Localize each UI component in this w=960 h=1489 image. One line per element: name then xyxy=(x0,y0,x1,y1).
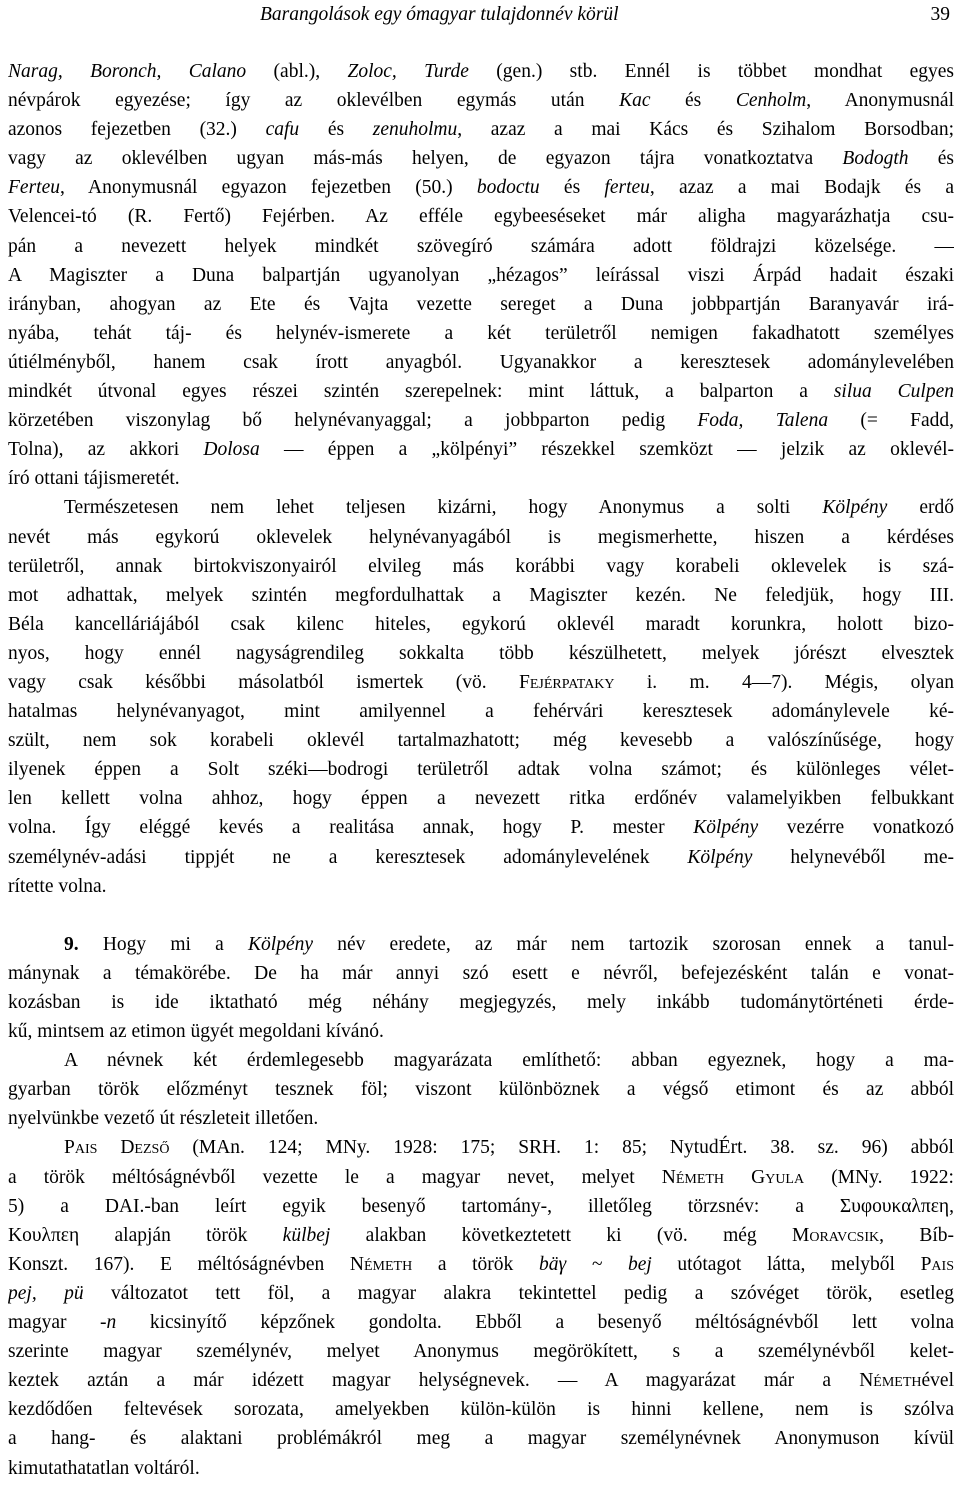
text-run: személynév-adási tippjét ne a keresztesek adománylevelének xyxy=(8,846,688,868)
text-line xyxy=(8,1133,954,1162)
text-line xyxy=(8,1250,954,1279)
running-title: Barangolások egy ómagyar tulajdonnév körül xyxy=(260,4,619,25)
text-line xyxy=(8,1192,954,1221)
text-line xyxy=(8,319,954,348)
text-line xyxy=(8,610,954,639)
text-run: vezérre vonatkozó xyxy=(758,817,954,839)
text-run: azonos fejezetben (32.) xyxy=(8,119,266,141)
text-run: mindkét útvonal egyes részei szintén szerepelnek: mint láttuk, a balparton a xyxy=(8,381,834,403)
italic-text: Kölpény xyxy=(822,497,888,519)
text-run: és xyxy=(908,148,954,170)
italic-text: Foda, Talena xyxy=(697,410,829,432)
text-line xyxy=(8,697,954,726)
text-run: a hang- és alaktani problémákról meg a magyar személynévnek Anonymuson kívül xyxy=(8,1428,954,1450)
text-run: helynevéből me- xyxy=(752,846,954,868)
italic-text: bodoctu xyxy=(476,177,540,199)
text-run: , azaz a mai Bodajk és a xyxy=(649,177,954,199)
text-run: , Anonymusnál egyazon fejezetben (50.) xyxy=(59,177,477,199)
italic-text: Ferteu xyxy=(8,177,60,199)
text-run: utótagot látta, melyből xyxy=(651,1253,921,1275)
text-run: , Bíb- xyxy=(879,1224,954,1246)
italic-text: Bodogth xyxy=(842,148,909,170)
text-run: len kellett volna ahhoz, hogy éppen a nevezett ritka erdőnév valamelyikben felbukkant xyxy=(8,788,954,810)
text-run: i. m. 4—7). Mégis, olyan xyxy=(614,671,954,693)
text-run: Béla kancelláriájából csak kilenc hiteles, egykorú oklevél maradt korunkra, holott bizo- xyxy=(8,613,954,635)
italic-text: Kölpény xyxy=(248,933,313,955)
text-run: kicsinyítő képzőnek gondolta. Ebből a besenyő méltóságnévből lett volna xyxy=(116,1312,954,1334)
text-run: mánynak a témakörébe. De ha már annyi szó esett e névről, befejezésként talán e vonat- xyxy=(8,962,954,984)
italic-text: Narag, Boronch, Calano xyxy=(8,61,247,82)
text-line xyxy=(8,232,954,261)
italic-text: ferteu xyxy=(604,177,650,199)
text-line xyxy=(8,435,954,464)
smallcaps-text: Németh Gyula xyxy=(661,1166,805,1188)
text-run: , Anonymusnál xyxy=(806,90,954,112)
text-run: név eredete, az már nem tartozik szorosan ennek a tanul- xyxy=(313,933,954,955)
text-run: Hogy mi a xyxy=(78,933,249,955)
text-line xyxy=(8,552,954,581)
italic-text: Kac xyxy=(619,90,651,112)
text-line xyxy=(8,843,954,872)
text-run: Konszt. 167). E méltóságnévben xyxy=(8,1253,350,1275)
text-run: és xyxy=(539,177,605,199)
italic-text: zenuholmu xyxy=(372,119,458,141)
text-run: névpárok egyezése; így az oklevélben egymás után xyxy=(8,90,620,112)
text-line xyxy=(8,1395,954,1424)
text-run: és xyxy=(299,119,373,141)
text-line xyxy=(8,1366,954,1395)
text-run: rítette volna. xyxy=(8,875,107,897)
italic-text: Kölpény xyxy=(693,817,759,839)
italic-text: silua Culpen xyxy=(833,381,954,403)
text-run: mot adhattak, melyek szintén megfordulhattak a Magiszter kezén. Ne feledjük, hogy III. xyxy=(8,584,954,606)
text-line xyxy=(8,173,954,202)
smallcaps-text: Pais xyxy=(920,1253,954,1275)
page-number: 39 xyxy=(930,4,950,25)
text-run: útiélményből, hanem csak írott anyagból. Ugyanakkor a keresztesek adománylevelében xyxy=(8,351,954,373)
text-run: ilyenek éppen a Solt széki—bodrogi területről adtak volna számot; és különleges vélet- xyxy=(8,759,954,781)
bold-text: 9. xyxy=(64,933,79,955)
smallcaps-text: Moravcsik xyxy=(792,1224,880,1246)
text-run: A Magiszter a Duna balpartján ugyanolyan „hézagos” leírással viszi Árpád hadait északi xyxy=(8,264,954,286)
text-line xyxy=(8,86,954,115)
text-run: vagy csak későbbi másolatból ismertek (vö. xyxy=(8,671,519,693)
text-run: nevét más egykorú oklevelek helynévanyagából is megismerhette, hiszen a kérdéses xyxy=(8,526,954,548)
italic-text: Zoloc, Turde xyxy=(347,61,469,82)
text-run: Természetesen nem lehet teljesen kizárni, hogy Anonymus a solti xyxy=(64,497,823,519)
text-run: a török méltóságnévből vezette le a magyar nevet, melyet xyxy=(8,1166,662,1188)
text-line xyxy=(8,813,954,842)
text-run: kezdődően feltevések sorozata, amelyekben külön-külön is hinni kellene, nem is szólva xyxy=(8,1399,954,1421)
text-run: magyar xyxy=(8,1312,101,1334)
text-run: kozásban is ide iktatható még néhány megjegyzés, mely inkább tudománytörténeti érde- xyxy=(8,992,954,1013)
text-run: 5) a DAI.-ban leírt egyik besenyő tartomány-, illetőleg törzsnév: a Συφουκαλπεη, xyxy=(8,1195,954,1217)
text-line xyxy=(8,755,954,784)
italic-text: bäγ ~ bej xyxy=(538,1253,652,1275)
text-line xyxy=(8,1337,954,1366)
text-line xyxy=(8,377,954,406)
text-line xyxy=(8,1424,954,1453)
italic-text: pej, pü xyxy=(8,1282,84,1304)
text-run: a török xyxy=(412,1253,539,1275)
text-run: (gen.) stb. Ennél is többet mondhat egyes xyxy=(468,61,954,82)
text-run: ével xyxy=(921,1370,954,1392)
text-run: — éppen a „kölpényi” részekkel szemközt — jelzik az oklevél- xyxy=(259,439,954,461)
text-line xyxy=(8,930,954,959)
text-line xyxy=(8,581,954,610)
text-run: körzetében viszonylag bő helynévanyaggal; a jobbparton pedig xyxy=(8,410,698,432)
body-text xyxy=(8,57,954,1483)
text-run: szült, nem sok korabeli oklevél tartalmazhatott; még kevesebb a valószínűsége, hogy xyxy=(8,730,954,752)
text-line xyxy=(8,1017,954,1046)
text-run: szerinte magyar személynév, melyet Anonymus megörökített, s a személynévből kelet- xyxy=(8,1341,954,1363)
text-line xyxy=(8,959,954,988)
text-run: A névnek két érdemlegesebb magyarázata említhető: abban egyeznek, hogy a ma- xyxy=(64,1050,954,1072)
text-run: Κουλπεη alapján török xyxy=(8,1224,283,1246)
text-run: Velencei-tó (R. Fertő) Fejérben. Az efféle egybeeséseket már aligha magyarázhatja csu- xyxy=(8,206,954,228)
text-run: nyos, hogy ennél nagyságrendileg sokkalta több készülhetett, melyek jórészt elvesztek xyxy=(8,642,954,664)
text-run: Tolna), az akkori xyxy=(8,439,204,461)
text-run: nyába, tehát táj- és helynév-ismerete a két területről nemigen fakadhatott személyes xyxy=(8,322,954,344)
text-run: , azaz a mai Kács és Szihalom Borsodban; xyxy=(457,119,954,141)
italic-text: Cenholm xyxy=(735,90,807,112)
italic-text: külbej xyxy=(282,1224,331,1246)
text-run: hatalmas helynévanyagot, mint amilyennel a fehérvári keresztesek adománylevele ké- xyxy=(8,701,954,723)
italic-text: Dolosa xyxy=(203,439,260,461)
italic-text: cafu xyxy=(265,119,300,141)
text-line xyxy=(8,1454,954,1483)
text-run: és xyxy=(650,90,736,112)
text-run: területről, annak birtokviszonyairól elvileg más korábbi vagy korabeli oklevelek is szá- xyxy=(8,555,954,577)
text-line xyxy=(8,202,954,231)
text-line xyxy=(8,57,954,86)
text-run: (= Fadd, xyxy=(828,410,954,432)
text-run: (MNy. 1922: xyxy=(804,1166,954,1188)
text-line xyxy=(8,1104,954,1133)
page-header xyxy=(0,2,960,28)
text-line xyxy=(8,872,954,901)
text-line xyxy=(8,1308,954,1337)
text-line xyxy=(8,464,954,493)
text-line xyxy=(8,988,954,1017)
text-run: (abl.), xyxy=(246,61,348,82)
text-run: keztek aztán a már idézett magyar helységnevek. — A magyarázat már a xyxy=(8,1370,860,1392)
text-run: (MAn. 124; MNy. 1928: 175; SRH. 1: 85; NytudÉrt. 38. sz. 96) abból xyxy=(169,1137,954,1159)
text-line xyxy=(8,523,954,552)
text-line xyxy=(8,1046,954,1075)
text-line xyxy=(8,1221,954,1250)
text-line xyxy=(8,1163,954,1192)
text-run: kimutathatatlan voltáról. xyxy=(8,1457,200,1479)
text-line xyxy=(8,115,954,144)
text-line xyxy=(8,493,954,522)
paragraph-gap xyxy=(8,901,954,930)
text-run: változatot tett föl, a magyar alakra tekintettel pedig a szóvéget török, esetleg xyxy=(83,1282,954,1304)
smallcaps-text: Németh xyxy=(349,1253,413,1275)
italic-text: Kölpény xyxy=(687,846,753,868)
text-line xyxy=(8,784,954,813)
text-run: irányban, ahogyan az Ete és Vajta vezette sereget a Duna jobbpartján Baranyavár irá- xyxy=(8,293,954,315)
text-line xyxy=(8,1279,954,1308)
smallcaps-text: Pais Dezső xyxy=(64,1137,170,1159)
smallcaps-text: Fejérpataky xyxy=(518,671,615,693)
italic-text: -n xyxy=(100,1312,117,1334)
text-line xyxy=(8,144,954,173)
text-line xyxy=(8,1075,954,1104)
text-run: író ottani tájismeretét. xyxy=(8,468,180,490)
text-line xyxy=(8,639,954,668)
text-line xyxy=(8,348,954,377)
text-line xyxy=(8,668,954,697)
text-run: gyarban török előzményt tesznek föl; viszont különböznek a végső etimont és az abból xyxy=(8,1079,954,1101)
smallcaps-text: Németh xyxy=(859,1370,922,1392)
text-line xyxy=(8,726,954,755)
text-run: pán a nevezett helyek mindkét szövegíró számára adott földrajzi közelsége. — xyxy=(8,235,954,257)
text-run: kű, mintsem az etimon ügyét megoldani kívánó. xyxy=(8,1021,384,1043)
text-run: nyelvünkbe vezető út részleteit illetően. xyxy=(8,1108,319,1130)
text-line xyxy=(8,261,954,290)
text-run: vagy az oklevélben ugyan más-más helyen, de egyazon tájra vonatkoztatva xyxy=(8,148,843,170)
text-run: volna. Így eléggé kevés a realitása annak, hogy P. mester xyxy=(8,817,694,839)
text-run: erdő xyxy=(887,497,954,519)
text-line xyxy=(8,406,954,435)
text-run: alakban következtetett ki (vö. még xyxy=(330,1224,792,1246)
text-line xyxy=(8,290,954,319)
